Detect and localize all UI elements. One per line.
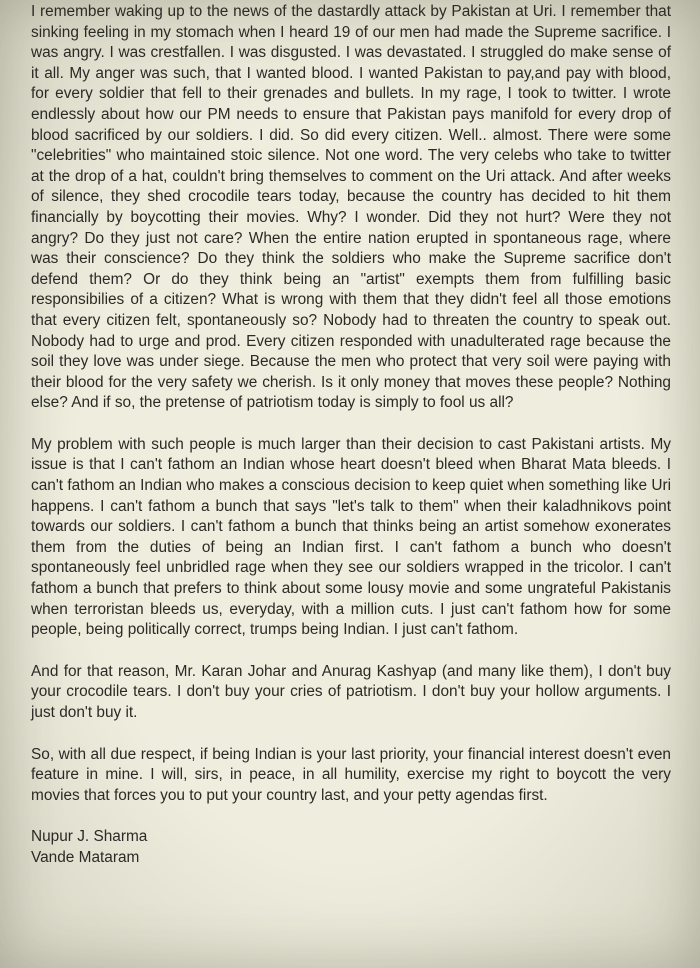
letter-body (31, 2, 671, 869)
signature-name: Nupur J. Sharma (31, 828, 148, 846)
signature-block (31, 827, 671, 868)
paragraph-boycott: So, with all due respect, if being Indian is your last priority, your financial interest doesn't even feature in mine. I will, sirs, in peace, in all humility, exercise my right to boycott the very movies that forces you to put your country last, and your petty agendas first. (31, 745, 671, 804)
paragraph-problem: My problem with such people is much larger than their decision to cast Pakistani artists. My issue is that I can't fathom an Indian whose heart doesn't bleed when Bharat Mata bleeds. I can't fathom an Indian who makes a conscious decision to keep quiet when something like Uri happens. I can't fathom a bunch that says "let's talk to them" when their kaladhnikovs point towards our soldiers. I can't fathom a bunch that thinks being an artist somehow exonerates them from the duties of being an Indian first. I can't fathom a bunch who doesn't spontaneously feel unbridled rage when they see our soldiers wrapped in the tricolor. I can't fathom a bunch that prefers to think about some lousy movie and some ungrateful Pakistanis when terroristan bleeds us, everyday, with a million cuts. I just can't fathom how for some people, being politically correct, trumps being Indian. I just can't fathom. (31, 435, 671, 639)
paragraph-crocodile-tears: And for that reason, Mr. Karan Johar and Anurag Kashyap (and many like them), I don't buy your crocodile tears. I don't buy your cries of patriotism. I don't buy your hollow arguments. I just don't buy it. (31, 662, 671, 721)
paragraph-uri-attack: I remember waking up to the news of the dastardly attack by Pakistan at Uri. I remember that sinking feeling in my stomach when I heard 19 of our men had made the Supreme sacrifice. I was angry. I was crestfallen. I was disgusted. I was devastated. I struggled do make sense of it all. My anger was such, that I wanted blood. I wanted Pakistan to pay,and pay with blood, for every soldier that fell to their grenades and bullets. In my rage, I took to twitter. I wrote endlessly about how our PM needs to ensure that Pakistan pays manifold for every drop of blood sacrificed by our soldiers. I did. So did every citizen. Well.. almost. There were some "celebrities" who maintained stoic silence. Not one word. The very celebs who take to twitter at the drop of a hat, couldn't bring themselves to comment on the Uri attack. And after weeks of silence, they shed crocodile tears today, because the country has decided to hit them financially by boycotting their movies. Why? I wonder. Did they not hurt? Were they not angry? Do they just not care? When the entire nation erupted in spontaneous rage, where was their conscience? Do they think the soldiers who make the Supreme sacrifice don't defend them? Or do they think being an "artist" exempts them from fulfilling basic responsibilies of a citizen? What is wrong with them that they didn't feel all those emotions that every citizen felt, spontaneously so? Nobody had to threaten the country to speak out. Nobody had to urge and prod. Every citizen responded with unadulterated rage because the soil they love was under siege. Because the men who protect that very soil were paying with their blood for the very safety we cherish. Is it only money that moves these people? Nothing else? And if so, the pretense of patriotism today is simply to fool us all? (31, 3, 671, 412)
signature-closing: Vande Mataram (31, 848, 140, 866)
